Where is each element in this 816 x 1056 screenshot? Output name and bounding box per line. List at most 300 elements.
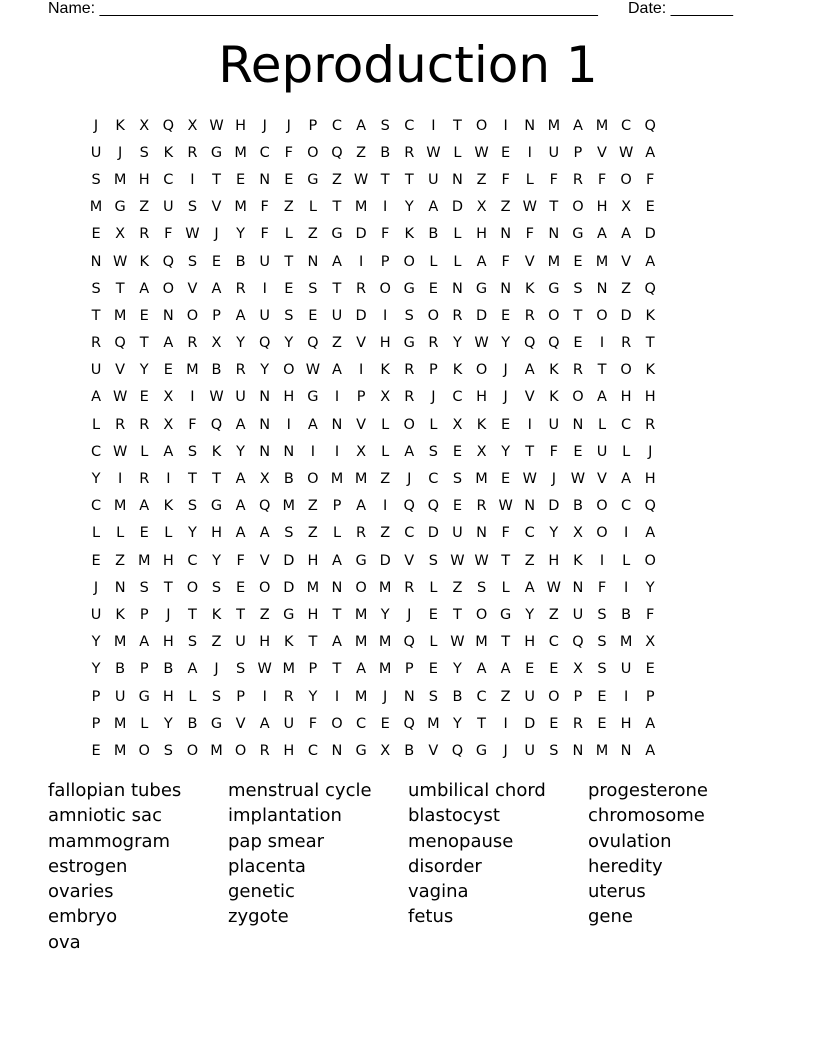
grid-letter: G (210, 715, 223, 732)
grid-letter: I (310, 443, 316, 460)
grid-letter: N (572, 416, 584, 433)
grid-letter: Z (139, 199, 150, 216)
grid-letter: E (645, 661, 655, 678)
grid-letter: H (548, 552, 560, 569)
grid-letter: F (525, 226, 534, 243)
grid-letter: D (644, 226, 656, 243)
word-list-item: estrogen (48, 855, 128, 877)
grid-letter: X (476, 443, 487, 460)
grid-letter: S (187, 498, 198, 515)
grid-letter: R (524, 307, 535, 324)
grid-row (84, 139, 662, 166)
grid-letter: W (209, 117, 224, 134)
grid-letter: K (211, 443, 222, 460)
grid-letter: O (475, 362, 488, 379)
grid-letter: T (139, 335, 149, 352)
grid-row (84, 357, 662, 384)
grid-letter: S (284, 525, 294, 542)
grid-letter: J (93, 117, 99, 134)
grid-letter: A (645, 253, 656, 270)
date-field-label: Date: _______ (628, 0, 733, 17)
grid-letter: C (307, 742, 318, 759)
grid-letter: X (259, 471, 270, 488)
grid-letter: I (623, 688, 629, 705)
grid-letter: W (450, 552, 465, 569)
grid-letter: A (597, 389, 607, 406)
grid-letter: E (91, 226, 101, 243)
grid-letter: V (235, 715, 246, 732)
grid-letter: M (354, 688, 368, 705)
grid-letter: Y (236, 443, 246, 460)
grid-letter: W (618, 144, 634, 161)
grid-letter: P (91, 688, 101, 705)
grid-letter: S (211, 579, 222, 596)
grid-letter: X (380, 742, 391, 759)
grid-letter: N (283, 443, 295, 460)
grid-letter: H (235, 117, 247, 134)
grid-letter: V (356, 416, 367, 433)
grid-letter: T (549, 199, 559, 216)
grid-letter: L (622, 443, 631, 460)
grid-row (84, 384, 662, 411)
grid-letter: T (236, 606, 246, 623)
grid-letter: S (187, 253, 198, 270)
grid-letter: C (404, 525, 415, 542)
grid-row (84, 221, 662, 248)
grid-letter: A (356, 117, 367, 134)
grid-row (84, 520, 662, 547)
grid-letter: A (211, 280, 222, 297)
grid-letter: E (573, 443, 583, 460)
grid-letter: T (501, 634, 511, 651)
grid-letter: A (235, 498, 246, 515)
grid-letter: N (452, 171, 463, 188)
grid-letter: E (91, 742, 101, 759)
grid-letter: A (235, 525, 246, 542)
grid-letter: Y (404, 199, 414, 216)
grid-letter: R (259, 742, 270, 759)
grid-letter: H (162, 552, 174, 569)
grid-letter: U (163, 199, 174, 216)
grid-letter: Y (163, 715, 173, 732)
word-list-item: gene (588, 906, 633, 928)
grid-letter: A (645, 525, 656, 542)
grid-letter: C (187, 552, 198, 569)
grid-letter: T (501, 552, 511, 569)
grid-row (84, 493, 662, 520)
grid-letter: Q (572, 634, 584, 651)
grid-letter: K (284, 634, 294, 651)
grid-letter: I (190, 389, 195, 406)
grid-letter: N (331, 742, 343, 759)
grid-letter: R (404, 362, 415, 379)
grid-letter: E (549, 715, 559, 732)
grid-letter: G (138, 688, 150, 705)
grid-letter: A (621, 226, 632, 243)
grid-letter: L (332, 525, 342, 542)
grid-letter: C (404, 117, 415, 134)
grid-letter: K (115, 117, 125, 134)
grid-letter: O (331, 715, 343, 732)
grid-letter: R (356, 525, 367, 542)
grid-letter: M (330, 471, 344, 488)
grid-letter: T (284, 253, 294, 270)
grid-letter: R (428, 335, 439, 352)
grid-letter: J (286, 117, 291, 134)
grid-letter: K (211, 606, 222, 623)
grid-letter: U (452, 525, 463, 542)
grid-letter: X (211, 335, 222, 352)
grid-letter: Q (210, 416, 223, 433)
grid-letter: I (527, 416, 532, 433)
grid-letter: B (404, 742, 415, 759)
header-line (48, 0, 748, 20)
grid-letter: D (548, 498, 560, 515)
grid-letter: Q (644, 117, 656, 134)
grid-letter: J (551, 471, 556, 488)
grid-letter: V (597, 144, 607, 161)
grid-letter: Q (451, 742, 464, 759)
grid-letter: I (358, 253, 364, 270)
grid-letter: N (452, 280, 463, 297)
grid-letter: Y (501, 335, 511, 352)
grid-letter: O (620, 171, 632, 188)
grid-letter: N (548, 226, 560, 243)
grid-letter: J (214, 661, 219, 678)
grid-letter: F (549, 443, 558, 460)
word-list-item: vagina (408, 881, 469, 903)
grid-letter: C (548, 634, 559, 651)
grid-letter: E (452, 498, 463, 515)
grid-letter: E (452, 443, 463, 460)
grid-letter: K (163, 498, 174, 515)
grid-letter: O (186, 307, 199, 324)
grid-letter: G (475, 742, 488, 759)
grid-letter: Z (500, 688, 511, 705)
grid-letter: E (525, 661, 535, 678)
grid-letter: T (332, 199, 342, 216)
grid-letter: S (187, 443, 198, 460)
grid-letter: E (597, 688, 607, 705)
grid-letter: B (115, 661, 126, 678)
grid-letter: H (307, 552, 319, 569)
grid-letter: O (475, 117, 488, 134)
grid-letter: U (90, 144, 102, 161)
grid-letter: O (307, 144, 319, 161)
grid-letter: T (212, 171, 221, 188)
grid-letter: I (383, 498, 388, 515)
grid-letter: K (549, 362, 559, 379)
grid-letter: X (163, 416, 174, 433)
grid-letter: J (262, 117, 267, 134)
grid-letter: C (259, 144, 270, 161)
grid-letter: A (428, 199, 439, 216)
grid-letter: X (476, 199, 487, 216)
grid-letter: F (646, 171, 655, 188)
grid-letter: I (358, 362, 364, 379)
grid-letter: R (139, 471, 150, 488)
grid-letter: J (648, 443, 653, 460)
grid-letter: B (187, 715, 198, 732)
grid-letter: B (235, 253, 246, 270)
grid-letter: I (431, 117, 436, 134)
grid-letter: O (138, 742, 150, 759)
grid-letter: U (524, 688, 536, 705)
grid-letter: R (356, 280, 367, 297)
grid-letter: O (403, 253, 415, 270)
grid-letter: H (476, 226, 487, 243)
grid-letter: J (431, 389, 436, 406)
grid-letter: S (91, 280, 101, 297)
grid-row (84, 194, 662, 221)
grid-row (84, 710, 662, 737)
grid-letter: R (283, 688, 294, 705)
grid-letter: K (380, 362, 390, 379)
word-list-item: chromosome (588, 805, 705, 827)
grid-letter: A (139, 634, 150, 651)
grid-row (84, 438, 662, 465)
grid-letter: B (380, 144, 391, 161)
grid-letter: U (596, 443, 608, 460)
grid-letter: V (211, 199, 222, 216)
grid-letter: H (162, 634, 174, 651)
grid-letter: T (525, 443, 535, 460)
grid-letter: G (355, 742, 367, 759)
grid-letter: Z (307, 525, 318, 542)
grid-letter: Q (162, 253, 175, 270)
grid-letter: L (116, 525, 125, 542)
grid-letter: A (476, 253, 487, 270)
grid-letter: E (380, 715, 390, 732)
grid-letter: X (621, 199, 632, 216)
grid-letter: M (595, 117, 609, 134)
grid-letter: L (429, 634, 438, 651)
grid-row (84, 683, 662, 710)
grid-letter: Z (332, 171, 342, 188)
grid-letter: M (354, 606, 368, 623)
grid-letter: N (596, 280, 608, 297)
grid-letter: L (453, 144, 462, 161)
grid-letter: B (163, 661, 174, 678)
word-list-item: ovulation (588, 830, 672, 852)
grid-letter: F (501, 253, 510, 270)
grid-letter: G (500, 606, 512, 623)
word-list-item: pap smear (228, 830, 325, 852)
grid-letter: N (90, 253, 102, 270)
word-list-item: implantation (228, 805, 342, 827)
grid-letter: J (407, 606, 412, 623)
grid-letter: L (381, 416, 390, 433)
grid-letter: U (572, 606, 584, 623)
grid-letter: S (549, 742, 559, 759)
grid-letter: P (645, 688, 655, 705)
grid-letter: M (113, 171, 127, 188)
grid-letter: Z (380, 471, 391, 488)
grid-letter: N (259, 416, 271, 433)
grid-letter: M (547, 117, 561, 134)
grid-letter: P (356, 389, 366, 406)
grid-letter: A (332, 253, 342, 270)
grid-letter: X (187, 117, 198, 134)
grid-letter: H (307, 606, 319, 623)
grid-letter: G (548, 280, 560, 297)
grid-letter: H (138, 171, 150, 188)
grid-letter: E (284, 280, 294, 297)
grid-letter: A (91, 389, 101, 406)
grid-letter: L (92, 416, 101, 433)
grid-letter: A (307, 416, 318, 433)
grid-letter: D (283, 552, 295, 569)
grid-letter: V (187, 280, 198, 297)
grid-letter: J (118, 144, 123, 161)
grid-letter: U (428, 171, 439, 188)
grid-letter: N (403, 688, 415, 705)
grid-letter: Y (645, 579, 655, 596)
grid-letter: B (572, 498, 583, 515)
grid-letter: R (621, 335, 632, 352)
grid-letter: M (547, 253, 561, 270)
grid-letter: E (597, 715, 607, 732)
grid-letter: L (381, 443, 390, 460)
grid-letter: I (262, 688, 267, 705)
grid-letter: Z (476, 171, 487, 188)
grid-letter: Q (403, 498, 415, 515)
grid-letter: R (404, 579, 415, 596)
grid-letter: L (284, 226, 293, 243)
grid-letter: W (522, 471, 537, 488)
grid-letter: X (572, 525, 583, 542)
grid-letter: G (355, 552, 367, 569)
grid-letter: M (113, 307, 127, 324)
grid-letter: K (452, 362, 463, 379)
grid-letter: S (139, 144, 149, 161)
grid-letter: F (501, 525, 510, 542)
grid-letter: M (378, 579, 392, 596)
word-list-item: embryo (48, 906, 118, 928)
grid-letter: F (646, 606, 655, 623)
grid-letter: N (620, 742, 632, 759)
grid-letter: H (162, 688, 174, 705)
grid-letter: I (623, 579, 629, 596)
grid-letter: O (355, 579, 367, 596)
grid-letter: C (331, 117, 343, 134)
grid-letter: F (308, 715, 318, 732)
grid-letter: O (186, 579, 199, 596)
grid-letter: V (259, 552, 270, 569)
grid-letter: I (623, 525, 629, 542)
grid-letter: H (211, 525, 222, 542)
grid-letter: U (548, 144, 560, 161)
grid-letter: O (258, 579, 271, 596)
grid-letter: F (260, 199, 269, 216)
grid-letter: G (114, 199, 126, 216)
grid-letter: O (379, 280, 391, 297)
grid-letter: P (404, 661, 414, 678)
grid-letter: C (621, 117, 632, 134)
grid-letter: N (162, 307, 174, 324)
grid-letter: T (573, 307, 583, 324)
grid-letter: U (259, 307, 271, 324)
grid-letter: Y (91, 634, 101, 651)
grid-letter: R (187, 335, 198, 352)
grid-letter: I (503, 715, 508, 732)
grid-letter: H (596, 199, 608, 216)
grid-letter: Q (548, 335, 560, 352)
grid-letter: A (163, 335, 174, 352)
grid-letter: O (403, 416, 415, 433)
grid-letter: L (501, 579, 510, 596)
grid-letter: S (380, 117, 390, 134)
grid-letter: E (501, 307, 511, 324)
grid-letter: Z (621, 280, 632, 297)
grid-letter: K (645, 307, 655, 324)
grid-letter: O (548, 307, 560, 324)
grid-letter: L (188, 688, 197, 705)
grid-letter: O (162, 280, 175, 297)
grid-letter: Y (236, 226, 246, 243)
grid-letter: D (524, 715, 536, 732)
grid-letter: T (212, 471, 221, 488)
grid-letter: E (501, 416, 511, 433)
grid-letter: G (403, 280, 415, 297)
grid-letter: A (476, 661, 487, 678)
grid-letter: N (307, 253, 319, 270)
grid-row (84, 411, 662, 438)
grid-letter: U (114, 688, 126, 705)
grid-letter: W (450, 634, 465, 651)
grid-letter: C (621, 498, 632, 515)
grid-letter: Q (644, 498, 656, 515)
grid-letter: J (93, 579, 99, 596)
grid-letter: D (379, 552, 391, 569)
word-list-item: fallopian tubes (48, 780, 182, 801)
grid-letter: V (356, 335, 367, 352)
grid-letter: S (91, 171, 101, 188)
grid-letter: I (334, 688, 340, 705)
grid-row (84, 547, 662, 574)
grid-letter: Q (307, 335, 319, 352)
grid-letter: K (404, 226, 415, 243)
grid-letter: W (112, 389, 128, 406)
grid-letter: X (452, 416, 463, 433)
word-list-item: uterus (588, 881, 646, 903)
grid-letter: M (186, 362, 199, 379)
grid-letter: T (404, 171, 414, 188)
grid-letter: A (356, 498, 367, 515)
grid-letter: L (429, 253, 438, 270)
grid-letter: O (572, 199, 584, 216)
grid-letter: Q (258, 335, 271, 352)
grid-letter: A (332, 362, 342, 379)
grid-letter: S (597, 606, 607, 623)
grid-letter: P (91, 715, 101, 732)
grid-letter: N (524, 498, 536, 515)
grid-letter: C (524, 525, 535, 542)
grid-letter: R (476, 498, 487, 515)
grid-letter: G (403, 335, 415, 352)
grid-letter: Y (453, 661, 462, 678)
grid-letter: L (429, 579, 438, 596)
grid-letter: O (596, 525, 608, 542)
grid-letter: A (500, 661, 511, 678)
grid-letter: H (283, 742, 295, 759)
grid-letter: O (620, 362, 632, 379)
grid-letter: W (522, 199, 537, 216)
grid-letter: A (404, 443, 415, 460)
grid-letter: H (476, 389, 487, 406)
grid-letter: J (166, 606, 171, 623)
grid-letter: X (356, 443, 367, 460)
